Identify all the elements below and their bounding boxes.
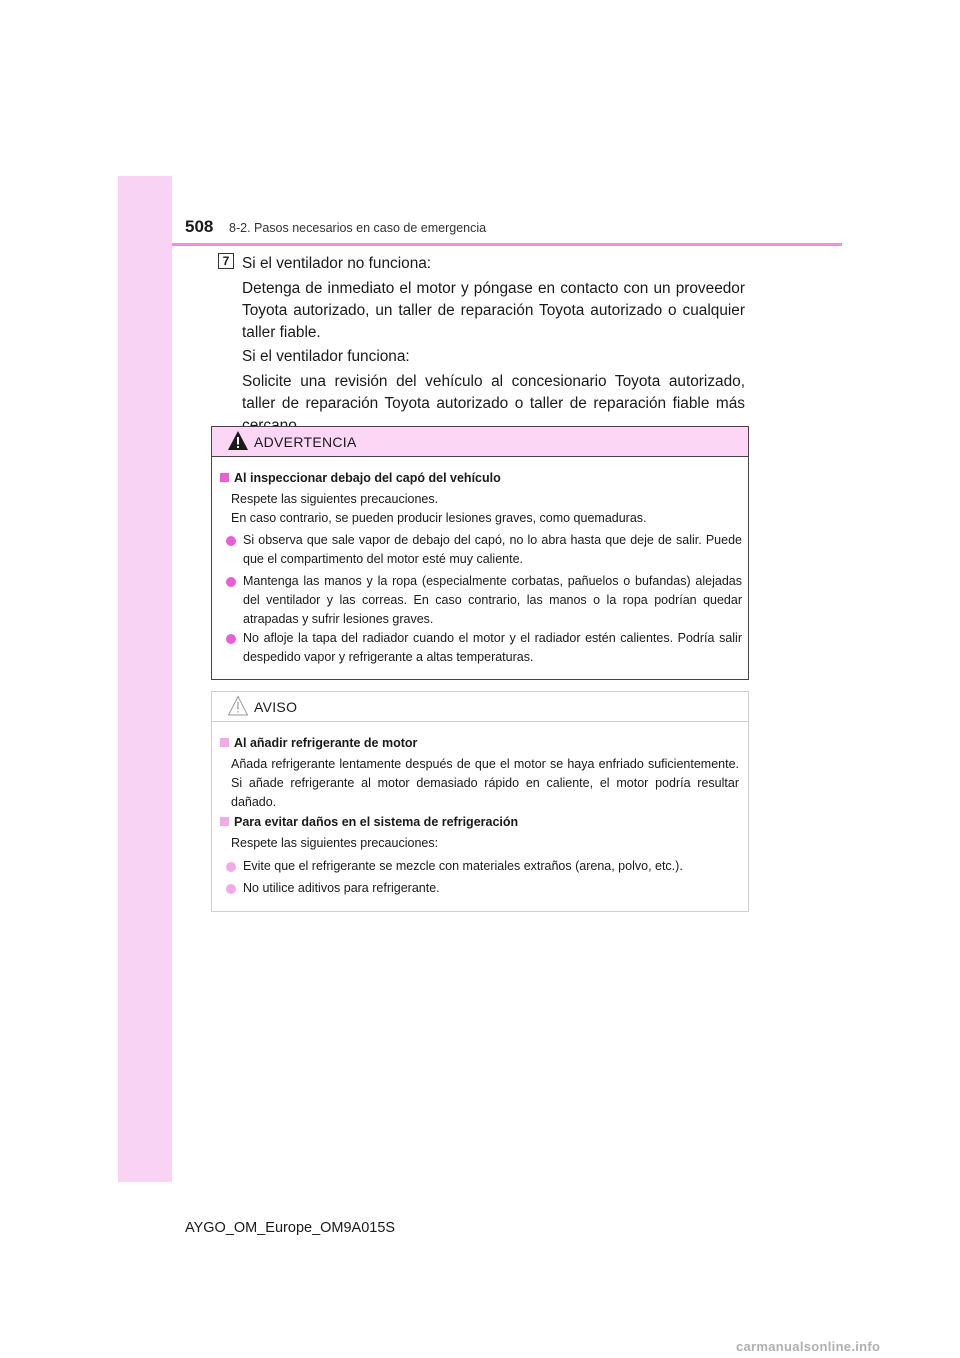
notice-cooling-intro: Respete las siguientes precauciones:: [231, 836, 439, 850]
notice-heading-coolant: Al añadir refrigerante de motor: [220, 736, 417, 750]
warning-box: [211, 426, 749, 680]
step-condition-working: Si el ventilador funciona:: [242, 348, 410, 365]
warning-intro-line: Respete las siguientes precauciones.: [231, 492, 439, 506]
circle-bullet-icon: [226, 577, 236, 587]
notice-coolant-text: Añada refrigerante lentamente después de que el motor se haya enfriado suficientemente. Si añade refrigerante al motor demasiado rápido en caliente, el motor podría resultar dañado.: [231, 757, 739, 809]
square-bullet-icon: [220, 738, 229, 747]
header-divider: [172, 243, 842, 246]
caution-triangle-icon: [227, 695, 249, 717]
step-number-badge: 7: [218, 253, 234, 269]
square-bullet-icon: [220, 817, 229, 826]
warning-title: ADVERTENCIA: [254, 434, 357, 450]
step-instruction-working: Solicite una revisión del vehículo al concesionario Toyota autorizado, taller de reparación Toyota autorizado o taller de reparación fiable más: [242, 373, 745, 412]
document-code-footer: AYGO_OM_Europe_OM9A015S: [185, 1220, 396, 1236]
warning-header: [212, 427, 748, 457]
section-title: 8-2. Pasos necesarios en caso de emergencia: [229, 221, 487, 235]
notice-heading-cooling-system: Para evitar daños en el sistema de refrigeración: [220, 815, 518, 829]
notice-bullet-item: No utilice aditivos para refrigerante.: [226, 879, 742, 898]
warning-intro-line: En caso contrario, se pueden producir lesiones graves, como quemaduras.: [231, 511, 647, 525]
warning-bullet-item: No afloje la tapa del radiador cuando el motor y el radiador estén calientes. Podría salir despedido vapor y refrigerante a altas temperaturas.: [226, 629, 742, 667]
notice-header: [212, 692, 748, 722]
circle-bullet-icon: [226, 634, 236, 644]
warning-bullet-item: Si observa que sale vapor de debajo del capó, no lo abra hasta que deje de salir. Puede que el compartimento del motor esté muy caliente.: [226, 531, 742, 569]
square-bullet-icon: [220, 473, 229, 482]
step-condition-not-working: Si el ventilador no funciona:: [242, 255, 432, 272]
circle-bullet-icon: [226, 884, 236, 894]
notice-title: AVISO: [254, 699, 298, 715]
chapter-tab-sidebar: [118, 176, 172, 1182]
step-instruction-not-working: Detenga de inmediato el motor y póngase en contacto con un proveedor Toyota autorizado, un taller de reparación Toyota autorizado o cualquier taller fiable.: [242, 280, 745, 341]
notice-box: [211, 691, 749, 912]
site-watermark: carmanualsonline.info: [736, 1339, 881, 1354]
warning-heading: Al inspeccionar debajo del capó del vehículo: [220, 471, 501, 485]
circle-bullet-icon: [226, 536, 236, 546]
warning-triangle-icon: [227, 430, 249, 452]
page-number: 508: [185, 217, 214, 236]
warning-bullet-item: Mantenga las manos y la ropa (especialmente corbatas, pañuelos o bufandas) alejadas del ventilador y las correas. En caso contrario, las manos o la ropa podrían quedar atrapadas y sufrir lesiones graves.: [226, 572, 742, 629]
circle-bullet-icon: [226, 862, 236, 872]
notice-bullet-item: Evite que el refrigerante se mezcle con materiales extraños (arena, polvo, etc.).: [226, 857, 742, 876]
